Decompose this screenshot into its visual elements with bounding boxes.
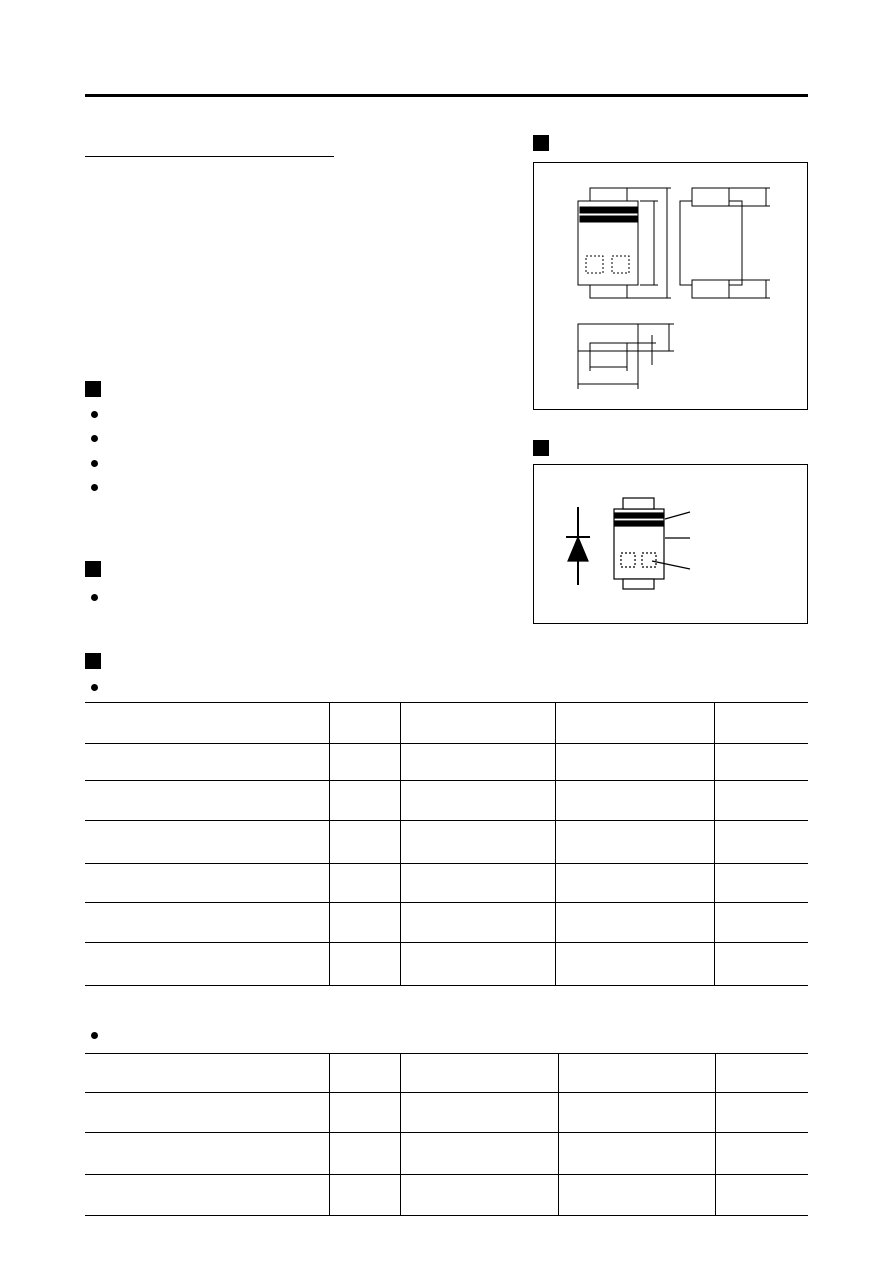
ratings-table-2 bbox=[85, 1053, 808, 1216]
table-header-cell bbox=[400, 703, 555, 744]
table-header-cell bbox=[400, 1054, 558, 1093]
table-cell bbox=[329, 943, 400, 986]
table-row bbox=[85, 903, 808, 943]
table-header-cell bbox=[329, 703, 400, 744]
table-cell bbox=[85, 1093, 329, 1133]
table-row bbox=[85, 943, 808, 986]
table-row bbox=[85, 744, 808, 781]
table-cell bbox=[715, 1175, 808, 1216]
table-cell bbox=[329, 1093, 400, 1133]
table-cell bbox=[714, 744, 808, 781]
feature-bullet bbox=[91, 411, 98, 418]
table-cell bbox=[558, 1175, 715, 1216]
table-row bbox=[85, 1133, 808, 1175]
table-cell bbox=[85, 1175, 329, 1216]
ratings-bullet-2 bbox=[91, 1032, 98, 1039]
package-outline-drawing bbox=[534, 163, 809, 411]
table-cell bbox=[555, 781, 714, 821]
table-cell bbox=[715, 1133, 808, 1175]
table-cell bbox=[85, 781, 329, 821]
table-cell bbox=[85, 1133, 329, 1175]
title-underline bbox=[85, 156, 334, 157]
table-cell bbox=[714, 821, 808, 864]
table-cell bbox=[555, 821, 714, 864]
table-header-cell bbox=[714, 703, 808, 744]
table-cell bbox=[714, 903, 808, 943]
table-row bbox=[85, 1093, 808, 1133]
table-row bbox=[85, 781, 808, 821]
ratings-bullet-1 bbox=[91, 684, 98, 691]
table-cell bbox=[329, 821, 400, 864]
feature-bullet bbox=[91, 460, 98, 467]
table-cell bbox=[714, 781, 808, 821]
table-cell bbox=[714, 943, 808, 986]
table-cell bbox=[85, 903, 329, 943]
table-cell bbox=[329, 903, 400, 943]
table-cell bbox=[400, 864, 555, 903]
table-header-row bbox=[85, 703, 808, 744]
table-header-cell bbox=[558, 1054, 715, 1093]
table-cell bbox=[714, 864, 808, 903]
table-cell bbox=[555, 903, 714, 943]
table-cell bbox=[85, 821, 329, 864]
diode-marking-drawing bbox=[534, 465, 809, 625]
table-cell bbox=[400, 744, 555, 781]
section-marker-marking bbox=[533, 440, 549, 456]
table-row bbox=[85, 821, 808, 864]
table-cell bbox=[400, 943, 555, 986]
marking-drawing-frame bbox=[533, 464, 808, 624]
table-cell bbox=[555, 744, 714, 781]
table-header-row bbox=[85, 1054, 808, 1093]
application-bullet bbox=[91, 594, 98, 601]
table-cell bbox=[400, 903, 555, 943]
table-row bbox=[85, 864, 808, 903]
table-cell bbox=[329, 1133, 400, 1175]
table-cell bbox=[85, 744, 329, 781]
table-row bbox=[85, 1175, 808, 1216]
table-cell bbox=[329, 1175, 400, 1216]
table-cell bbox=[555, 943, 714, 986]
section-marker-features bbox=[85, 381, 101, 397]
table-cell bbox=[558, 1093, 715, 1133]
table-cell bbox=[400, 1133, 558, 1175]
table-cell bbox=[558, 1133, 715, 1175]
table-cell bbox=[329, 781, 400, 821]
table-cell bbox=[400, 781, 555, 821]
section-marker-ratings bbox=[85, 653, 101, 669]
table-header-cell bbox=[85, 703, 329, 744]
feature-bullet bbox=[91, 435, 98, 442]
table-cell bbox=[555, 864, 714, 903]
table-cell bbox=[85, 864, 329, 903]
section-marker-outline bbox=[533, 135, 549, 151]
table-header-cell bbox=[715, 1054, 808, 1093]
table-cell bbox=[400, 1175, 558, 1216]
table-cell bbox=[715, 1093, 808, 1133]
table-header-cell bbox=[85, 1054, 329, 1093]
table-header-cell bbox=[555, 703, 714, 744]
outline-drawing-frame bbox=[533, 162, 808, 410]
ratings-table-1 bbox=[85, 702, 808, 986]
feature-bullet bbox=[91, 484, 98, 491]
table-cell bbox=[400, 1093, 558, 1133]
table-cell bbox=[329, 864, 400, 903]
table-cell bbox=[85, 943, 329, 986]
table-cell bbox=[329, 744, 400, 781]
table-cell bbox=[400, 821, 555, 864]
header-rule bbox=[85, 94, 808, 97]
section-marker-applications bbox=[85, 561, 101, 577]
table-header-cell bbox=[329, 1054, 400, 1093]
